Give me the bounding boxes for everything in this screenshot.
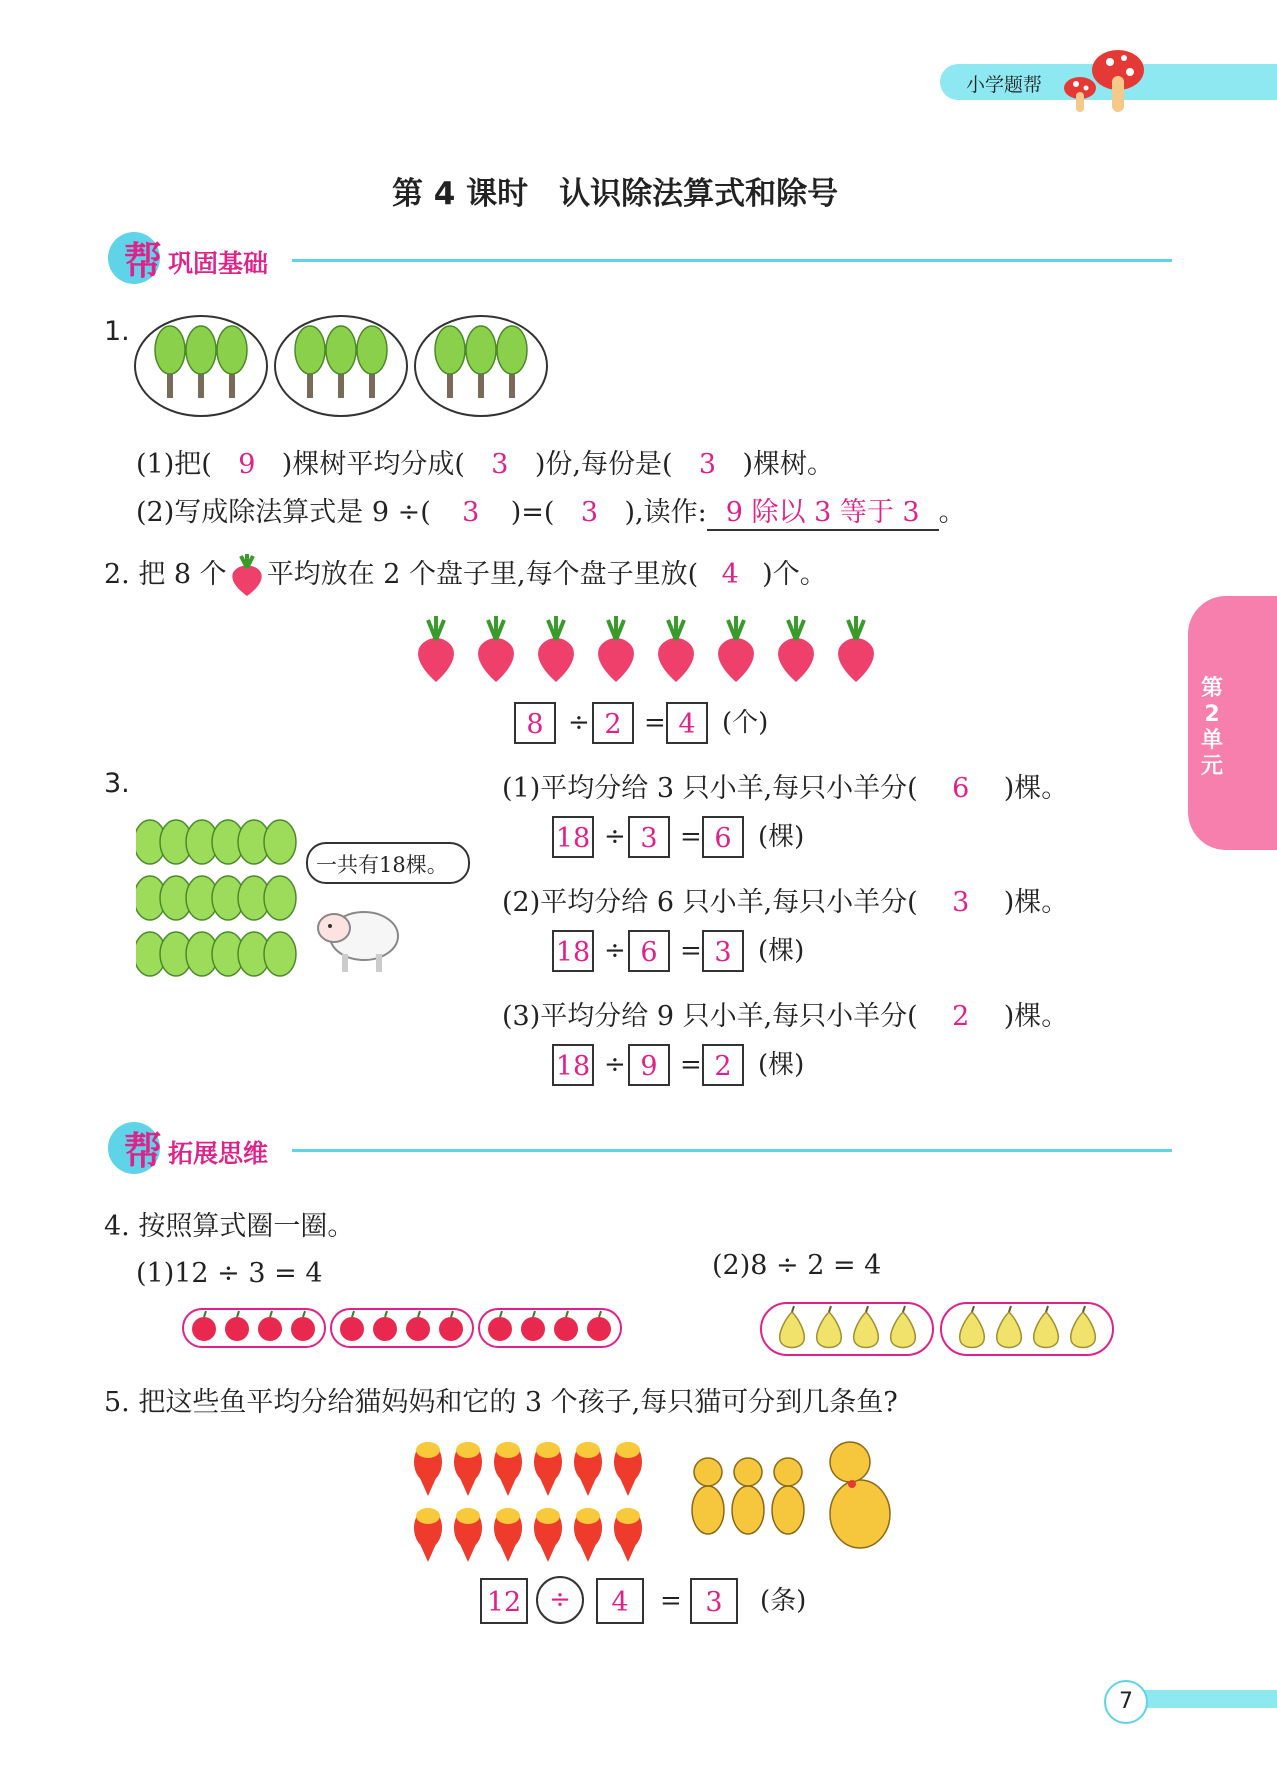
q3-p3-box-result: 2 bbox=[702, 1044, 744, 1086]
q5-eq-operator: ÷ bbox=[549, 1585, 571, 1615]
apple-stem bbox=[303, 1311, 305, 1317]
apple-icon bbox=[488, 1317, 512, 1341]
q5-cat-family bbox=[688, 1436, 908, 1556]
q3-p1-box-result: 6 bbox=[702, 816, 744, 858]
q3-p1-unit: (棵) bbox=[758, 822, 805, 852]
fish-head bbox=[616, 1442, 640, 1458]
mushroom-icon bbox=[1058, 44, 1148, 116]
fish-head bbox=[496, 1442, 520, 1458]
page-title: 第 4 课时 认识除法算式和除号 bbox=[392, 176, 839, 212]
q3-p3-equals: = bbox=[680, 1050, 702, 1080]
q2-prompt bbox=[104, 552, 827, 598]
fish-head bbox=[456, 1508, 480, 1524]
q3-p1-text-b: )棵。 bbox=[1003, 773, 1069, 804]
q4-part2: (2)8 ÷ 2 = 4 bbox=[712, 1250, 882, 1281]
q1-tree-groups bbox=[134, 312, 554, 420]
fish-tail bbox=[580, 1478, 596, 1496]
apple-stem bbox=[237, 1311, 239, 1317]
pear-icon bbox=[1071, 1312, 1096, 1348]
q3-p3-answer: 2 bbox=[952, 1001, 970, 1032]
pear-stem bbox=[1083, 1306, 1085, 1312]
radish-leaves bbox=[548, 616, 564, 640]
apple-icon bbox=[521, 1317, 545, 1341]
radish-icon bbox=[227, 554, 267, 598]
pear-icon bbox=[780, 1312, 805, 1348]
q5-eq-box-result: 3 bbox=[690, 1578, 738, 1624]
radish-leaves bbox=[488, 616, 504, 640]
q2-radish-row bbox=[414, 614, 894, 686]
q1-p1-text-a: (1)把( bbox=[136, 449, 212, 480]
section-bang-basic: 帮 bbox=[124, 239, 163, 283]
radish-icon bbox=[658, 638, 694, 682]
q3-p1-equals: = bbox=[680, 822, 702, 852]
q3-p1-box-2: 3 bbox=[628, 816, 670, 858]
q3-p1-box-1: 18 bbox=[552, 816, 594, 858]
fish-head bbox=[576, 1508, 600, 1524]
tree-icon bbox=[466, 326, 496, 374]
q2-eq-box-1: 8 bbox=[514, 702, 556, 744]
apple-icon bbox=[587, 1317, 611, 1341]
tree-icon bbox=[217, 326, 247, 374]
radish-leaves bbox=[788, 616, 804, 640]
q1-p1-text-b: )棵树平均分成( bbox=[281, 449, 465, 480]
q2-eq-box-result: 4 bbox=[666, 702, 708, 744]
q3-p3-unit: (棵) bbox=[758, 1050, 805, 1080]
section-divider-basic bbox=[292, 259, 1172, 262]
q3-p3-text-a: (3)平均分给 9 只小羊,每只小羊分( bbox=[502, 1001, 918, 1032]
fish-tail bbox=[500, 1478, 516, 1496]
apple-stem bbox=[418, 1311, 420, 1317]
q5-eq-operator-circle bbox=[536, 1576, 584, 1624]
q5-eq-box-2: 4 bbox=[596, 1578, 644, 1624]
radish-leaves bbox=[428, 616, 444, 640]
section-title-extend: 拓展思维 bbox=[168, 1139, 269, 1168]
fish-head bbox=[416, 1508, 440, 1524]
radish-icon bbox=[598, 638, 634, 682]
unit-side-tab-label: 第2单元 bbox=[1200, 676, 1223, 779]
q1-number: 1. bbox=[104, 316, 130, 347]
kitten-head bbox=[694, 1458, 722, 1486]
q3-p3-text-b: )棵。 bbox=[1003, 1001, 1069, 1032]
apple-icon bbox=[340, 1317, 364, 1341]
mother-cat-icon bbox=[830, 1480, 890, 1548]
radish-leaves bbox=[848, 616, 864, 640]
q2-eq-box-2: 2 bbox=[592, 702, 634, 744]
q3-p1-answer: 6 bbox=[952, 773, 970, 804]
q2-text-b: 平均放在 2 个盘子里,每个盘子里放( bbox=[266, 559, 699, 590]
apple-stem bbox=[270, 1311, 272, 1317]
q5-prompt: 5. 把这些鱼平均分给猫妈妈和它的 3 个孩子,每只猫可分到几条鱼? bbox=[104, 1387, 898, 1418]
mother-cat-head bbox=[830, 1442, 870, 1482]
q3-p2-equals: = bbox=[680, 936, 702, 966]
q3-p2-text-b: )棵。 bbox=[1003, 887, 1069, 918]
q4-pears bbox=[760, 1302, 1120, 1356]
q3-p1-operator: ÷ bbox=[604, 822, 626, 852]
fish-head bbox=[536, 1508, 560, 1524]
apple-icon bbox=[439, 1317, 463, 1341]
apple-stem bbox=[451, 1311, 453, 1317]
tree-icon bbox=[326, 326, 356, 374]
apple-stem bbox=[352, 1311, 354, 1317]
apple-stem bbox=[599, 1311, 601, 1317]
cabbage-icon bbox=[264, 932, 296, 976]
tree-icon bbox=[295, 326, 325, 374]
q3-p3-box-1: 18 bbox=[552, 1044, 594, 1086]
q3-p2-text-a: (2)平均分给 6 只小羊,每只小羊分( bbox=[502, 887, 918, 918]
apple-stem bbox=[566, 1311, 568, 1317]
q4-apples bbox=[182, 1308, 622, 1348]
radish-icon bbox=[718, 638, 754, 682]
q5-eq-equals: = bbox=[660, 1586, 682, 1616]
tree-icon bbox=[497, 326, 527, 374]
kitten-head bbox=[734, 1458, 762, 1486]
q1-part2 bbox=[136, 490, 966, 531]
apple-icon bbox=[225, 1317, 249, 1341]
mother-cat-collar bbox=[848, 1480, 856, 1488]
q3-cabbage-rows bbox=[136, 818, 308, 988]
fish-tail bbox=[540, 1478, 556, 1496]
kitten-icon bbox=[732, 1486, 764, 1534]
q1-p2-text-a: (2)写成除法算式是 9 ÷( bbox=[136, 497, 431, 528]
q3-p2-box-2: 6 bbox=[628, 930, 670, 972]
section-divider-extend bbox=[292, 1149, 1172, 1152]
pear-stem bbox=[829, 1306, 831, 1312]
apple-icon bbox=[291, 1317, 315, 1341]
q5-eq-unit: (条) bbox=[760, 1586, 807, 1616]
fish-tail bbox=[460, 1478, 476, 1496]
pear-icon bbox=[891, 1312, 916, 1348]
apple-icon bbox=[406, 1317, 430, 1341]
kitten-icon bbox=[692, 1486, 724, 1534]
q5-eq-box-1: 12 bbox=[480, 1578, 528, 1624]
q3-speech-text: 一共有18棵。 bbox=[316, 853, 448, 877]
q1-p1-answer-2: 3 bbox=[491, 449, 509, 480]
radish-icon bbox=[838, 638, 874, 682]
header-brand: 小学题帮 bbox=[966, 74, 1043, 96]
tree-icon bbox=[357, 326, 387, 374]
q3-p2-operator: ÷ bbox=[604, 936, 626, 966]
q3-p3-operator: ÷ bbox=[604, 1050, 626, 1080]
q2-answer: 4 bbox=[721, 559, 739, 590]
pear-icon bbox=[997, 1312, 1022, 1348]
tree-icon bbox=[186, 326, 216, 374]
q1-p1-answer-3: 3 bbox=[698, 449, 717, 480]
q2-eq-operator: ÷ bbox=[568, 708, 590, 738]
fish-head bbox=[536, 1442, 560, 1458]
fish-head bbox=[416, 1442, 440, 1458]
fish-head bbox=[456, 1442, 480, 1458]
q1-p2-answer-2: 3 bbox=[580, 497, 599, 528]
pear-stem bbox=[866, 1306, 868, 1312]
pear-stem bbox=[1009, 1306, 1011, 1312]
fish-head bbox=[576, 1442, 600, 1458]
pear-stem bbox=[1046, 1306, 1048, 1312]
pear-stem bbox=[972, 1306, 974, 1312]
q3-part2 bbox=[502, 880, 1068, 919]
q3-p3-box-2: 9 bbox=[628, 1044, 670, 1086]
q1-p1-text-c: )份,每份是( bbox=[534, 449, 673, 480]
page-number-bar bbox=[1130, 1690, 1277, 1708]
q1-p2-answer-reading: 9 除以 3 等于 3 bbox=[707, 490, 939, 531]
q2-eq-unit: (个) bbox=[722, 708, 769, 738]
q5-fish-grid bbox=[408, 1432, 658, 1562]
apple-icon bbox=[554, 1317, 578, 1341]
radish-leaves bbox=[728, 616, 744, 640]
q3-p2-box-result: 3 bbox=[702, 930, 744, 972]
radish-leaves bbox=[668, 616, 684, 640]
q3-p1-text-a: (1)平均分给 3 只小羊,每只小羊分( bbox=[502, 773, 918, 804]
q3-p2-unit: (棵) bbox=[758, 936, 805, 966]
q4-prompt: 4. 按照算式圈一圈。 bbox=[104, 1211, 355, 1242]
radish-icon bbox=[538, 638, 574, 682]
q1-p2-text-b: )=( bbox=[510, 497, 555, 528]
q1-p2-answer-1: 3 bbox=[462, 497, 480, 528]
section-bang-extend: 帮 bbox=[124, 1129, 163, 1173]
tree-icon bbox=[155, 326, 185, 374]
q1-p1-text-d: )棵树。 bbox=[742, 449, 835, 480]
q3-p2-answer: 3 bbox=[952, 887, 970, 918]
pear-icon bbox=[1034, 1312, 1059, 1348]
q1-part1 bbox=[136, 442, 834, 481]
fish-head bbox=[496, 1508, 520, 1524]
radish-icon bbox=[418, 638, 454, 682]
kitten-icon bbox=[772, 1486, 804, 1534]
radish-icon bbox=[478, 638, 514, 682]
apple-stem bbox=[500, 1311, 502, 1317]
pear-icon bbox=[960, 1312, 985, 1348]
apple-stem bbox=[533, 1311, 535, 1317]
q3-part3 bbox=[502, 994, 1068, 1033]
pear-icon bbox=[817, 1312, 842, 1348]
pear-icon bbox=[854, 1312, 879, 1348]
apple-icon bbox=[258, 1317, 282, 1341]
section-title-basic: 巩固基础 bbox=[168, 249, 269, 278]
q2-eq-equals: = bbox=[644, 708, 666, 738]
fish-tail bbox=[420, 1478, 436, 1496]
page-number: 7 bbox=[1104, 1680, 1148, 1724]
fish-tail bbox=[620, 1478, 636, 1496]
apple-icon bbox=[373, 1317, 397, 1341]
radish-icon bbox=[778, 638, 814, 682]
q1-p2-text-c: ),读作: bbox=[624, 497, 707, 528]
apple-icon bbox=[192, 1317, 216, 1341]
q3-part1 bbox=[502, 766, 1068, 805]
fish-tail bbox=[540, 1544, 556, 1562]
fish-tail bbox=[500, 1544, 516, 1562]
q2-text-c: )个。 bbox=[762, 559, 827, 590]
q3-p2-box-1: 18 bbox=[552, 930, 594, 972]
apple-stem bbox=[204, 1311, 206, 1317]
fish-tail bbox=[420, 1544, 436, 1562]
tree-icon bbox=[435, 326, 465, 374]
cabbage-icon bbox=[264, 876, 296, 920]
pear-stem bbox=[792, 1306, 794, 1312]
sheep-icon bbox=[312, 898, 402, 978]
fish-tail bbox=[460, 1544, 476, 1562]
radish-leaves bbox=[608, 616, 624, 640]
q1-p1-answer-1: 9 bbox=[238, 449, 256, 480]
q1-p2-text-d: 。 bbox=[938, 497, 966, 528]
apple-stem bbox=[385, 1311, 387, 1317]
pear-stem bbox=[903, 1306, 905, 1312]
kitten-head bbox=[774, 1458, 802, 1486]
q3-number: 3. bbox=[104, 768, 130, 799]
cabbage-icon bbox=[264, 820, 296, 864]
q2-text-a: 2. 把 8 个 bbox=[104, 559, 227, 590]
q4-part1: (1)12 ÷ 3 = 4 bbox=[136, 1258, 323, 1289]
fish-tail bbox=[620, 1544, 636, 1562]
fish-head bbox=[616, 1508, 640, 1524]
fish-tail bbox=[580, 1544, 596, 1562]
